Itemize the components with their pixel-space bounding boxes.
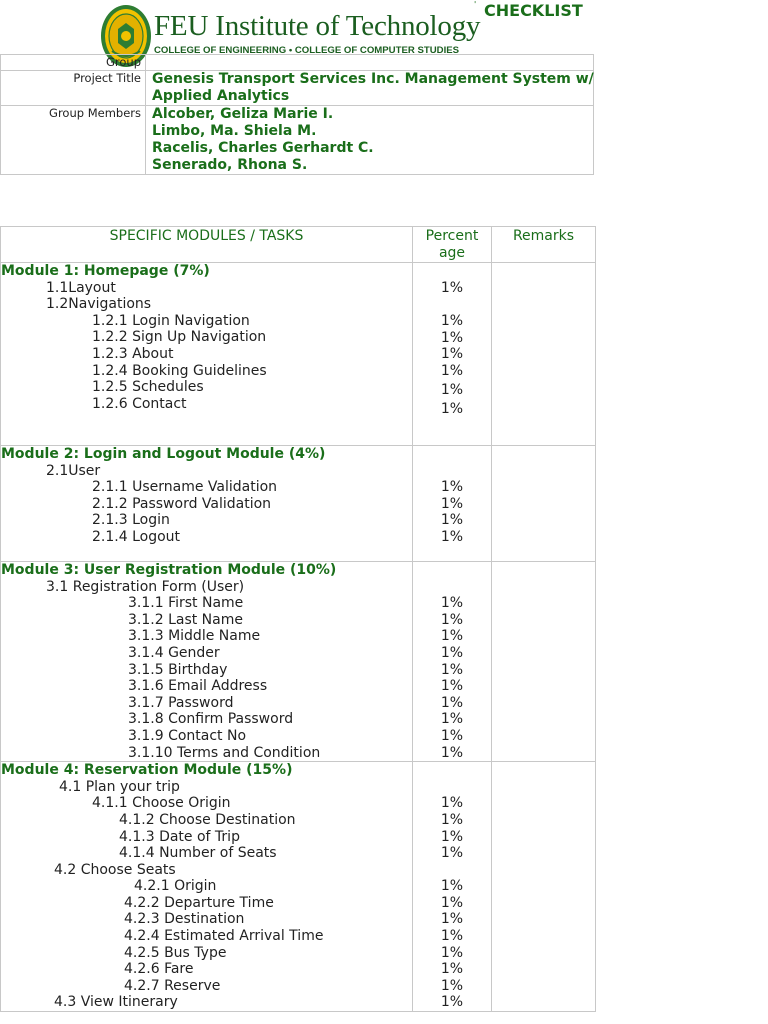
percent-value: 1% [440, 280, 464, 296]
task-item: 4.2.6 Fare [124, 961, 194, 978]
task-item: 2.1.4 Logout [92, 528, 181, 545]
percent-value: 1% [440, 329, 464, 346]
project-title-row [1, 71, 594, 106]
task-item: 1.2.2 Sign Up Navigation [92, 329, 267, 346]
task-item: 4.2.2 Departure Time [124, 894, 274, 911]
percent-value: 1% [440, 961, 464, 978]
project-title-line: Applied Analytics [152, 88, 290, 104]
module-percent-cell [413, 562, 492, 762]
module-title: Module 1: Homepage (7%) [1, 263, 210, 279]
percent-value: 1% [440, 977, 464, 994]
document-header [0, 0, 768, 56]
institute-subtitle: COLLEGE OF ENGINEERING • COLLEGE OF COMPUTER STUDIES [154, 45, 460, 56]
modules-tasks-table [0, 226, 596, 1012]
task-item: 1.2.6 Contact [92, 395, 187, 412]
percent-value: 1% [440, 401, 464, 418]
percent-value [413, 862, 491, 879]
percent-value: 1% [440, 678, 464, 695]
task-item: 3.1.1 First Name [128, 595, 244, 612]
task-item: 2.1User [46, 462, 101, 479]
project-title-value [146, 71, 594, 106]
group-row [1, 55, 594, 71]
module-title: Module 4: Reservation Module (15%) [1, 762, 293, 779]
percent-value [413, 779, 491, 796]
percent-value: 1% [440, 661, 464, 678]
task-item: 4.1.1 Choose Origin [92, 795, 231, 812]
group-label: Group [1, 55, 146, 71]
task-item: 1.2.3 About [92, 345, 174, 362]
percent-value: 1% [440, 878, 464, 895]
task-item: 3.1.9 Contact No [128, 727, 247, 744]
percent-value: 1% [440, 811, 464, 828]
percent-value: 1% [440, 727, 464, 744]
percent-value: 1% [440, 495, 464, 512]
task-item: 1.2.5 Schedules [92, 379, 204, 396]
module-remarks-cell [492, 762, 596, 1012]
percent-value: 1% [440, 611, 464, 628]
task-item: 3.1.3 Middle Name [128, 628, 261, 645]
member-name: Alcober, Geliza Marie I. [152, 106, 334, 122]
group-members-value [146, 106, 594, 175]
module-tasks-cell [1, 263, 413, 446]
percent-value: 1% [440, 595, 464, 612]
percent-value [413, 297, 491, 314]
task-item: 4.2.4 Estimated Arrival Time [124, 928, 324, 945]
task-item: 4.2.1 Origin [134, 878, 217, 895]
module-block [1, 446, 596, 562]
tasks-header-row [1, 227, 596, 263]
module-block [1, 562, 596, 762]
task-item: 2.1.3 Login [92, 512, 170, 529]
task-item: 4.1.3 Date of Trip [119, 828, 240, 845]
module-remarks-cell [492, 562, 596, 762]
task-item: 4.2 Choose Seats [54, 861, 176, 878]
project-info-table [0, 54, 594, 175]
module-percent-cell [413, 762, 492, 1012]
task-item: 1.2Navigations [46, 296, 152, 313]
group-members-label: Group Members [1, 106, 146, 175]
task-item: 1.2.4 Booking Guidelines [92, 362, 267, 379]
task-item: 4.1.2 Choose Destination [119, 811, 296, 828]
institute-name: FEU Institute of Technology [154, 10, 481, 42]
task-item: 4.1.4 Number of Seats [119, 845, 277, 862]
percent-value [413, 463, 491, 480]
percent-value: 1% [440, 694, 464, 711]
percent-value: 1% [440, 894, 464, 911]
percent-value: 1% [440, 479, 464, 496]
module-title: Module 3: User Registration Module (10%) [1, 562, 337, 578]
task-item: 3.1.6 Email Address [128, 678, 268, 695]
col-header-percentage-line2: age [438, 245, 466, 261]
task-item: 3.1.7 Password [128, 694, 234, 711]
col-header-tasks: SPECIFIC MODULES / TASKS [1, 227, 413, 263]
task-item: 4.2.5 Bus Type [124, 944, 227, 961]
percent-value: 1% [440, 628, 464, 645]
module-block [1, 762, 596, 1012]
task-item: 4.2.3 Destination [124, 911, 245, 928]
group-value [146, 55, 594, 71]
project-title-label: Project Title [1, 71, 146, 106]
module-percent-cell [413, 263, 492, 446]
member-name: Senerado, Rhona S. [152, 157, 308, 173]
percent-value: 1% [440, 928, 464, 945]
percent-value: 1% [440, 744, 464, 761]
module-tasks-cell [1, 446, 413, 562]
task-item: 3.1.4 Gender [128, 644, 220, 661]
module-title: Module 2: Login and Logout Module (4%) [1, 446, 326, 462]
task-item: 2.1.1 Username Validation [92, 479, 278, 496]
task-item: 3.1.5 Birthday [128, 661, 228, 678]
percent-value: 1% [440, 795, 464, 812]
percent-value: 1% [440, 381, 464, 398]
col-header-percentage [413, 227, 492, 263]
percent-value: 1% [440, 644, 464, 661]
module-tasks-cell [1, 562, 413, 762]
checklist-title: CHECKLIST [484, 1, 583, 20]
task-item: 3.1.2 Last Name [128, 611, 243, 628]
module-block [1, 263, 596, 446]
task-item: 4.3 View Itinerary [54, 994, 178, 1011]
module-percent-cell [413, 446, 492, 562]
percent-value: 1% [440, 944, 464, 961]
module-tasks-cell [1, 762, 413, 1012]
percent-value: 1% [440, 313, 464, 330]
percent-value: 1% [440, 346, 464, 363]
percent-value: 1% [440, 512, 464, 529]
task-item: 2.1.2 Password Validation [92, 495, 272, 512]
percent-value [413, 579, 491, 596]
percent-value: 1% [440, 994, 464, 1011]
header-tick-mark: ' [474, 0, 477, 9]
percent-value: 1% [440, 845, 464, 862]
task-item: 3.1 Registration Form (User) [46, 578, 245, 595]
task-item: 4.1 Plan your trip [59, 778, 180, 795]
col-header-percentage-line1: Percent [425, 228, 479, 244]
member-name: Racelis, Charles Gerhardt C. [152, 140, 374, 156]
task-item: 1.1Layout [46, 279, 116, 296]
percent-value: 1% [440, 528, 464, 545]
percent-value: 1% [440, 711, 464, 728]
task-item: 3.1.10 Terms and Condition [128, 744, 321, 761]
percent-value: 1% [440, 911, 464, 928]
task-item: 4.2.7 Reserve [124, 977, 221, 994]
percent-value: 1% [440, 828, 464, 845]
col-header-remarks: Remarks [492, 227, 596, 263]
group-members-row [1, 106, 594, 175]
task-item: 3.1.8 Confirm Password [128, 711, 294, 728]
module-remarks-cell [492, 446, 596, 562]
module-remarks-cell [492, 263, 596, 446]
project-title-line: Genesis Transport Services Inc. Management System w/ [152, 71, 594, 87]
member-name: Limbo, Ma. Shiela M. [152, 123, 317, 139]
task-item: 1.2.1 Login Navigation [92, 312, 250, 329]
percent-value: 1% [440, 362, 464, 379]
